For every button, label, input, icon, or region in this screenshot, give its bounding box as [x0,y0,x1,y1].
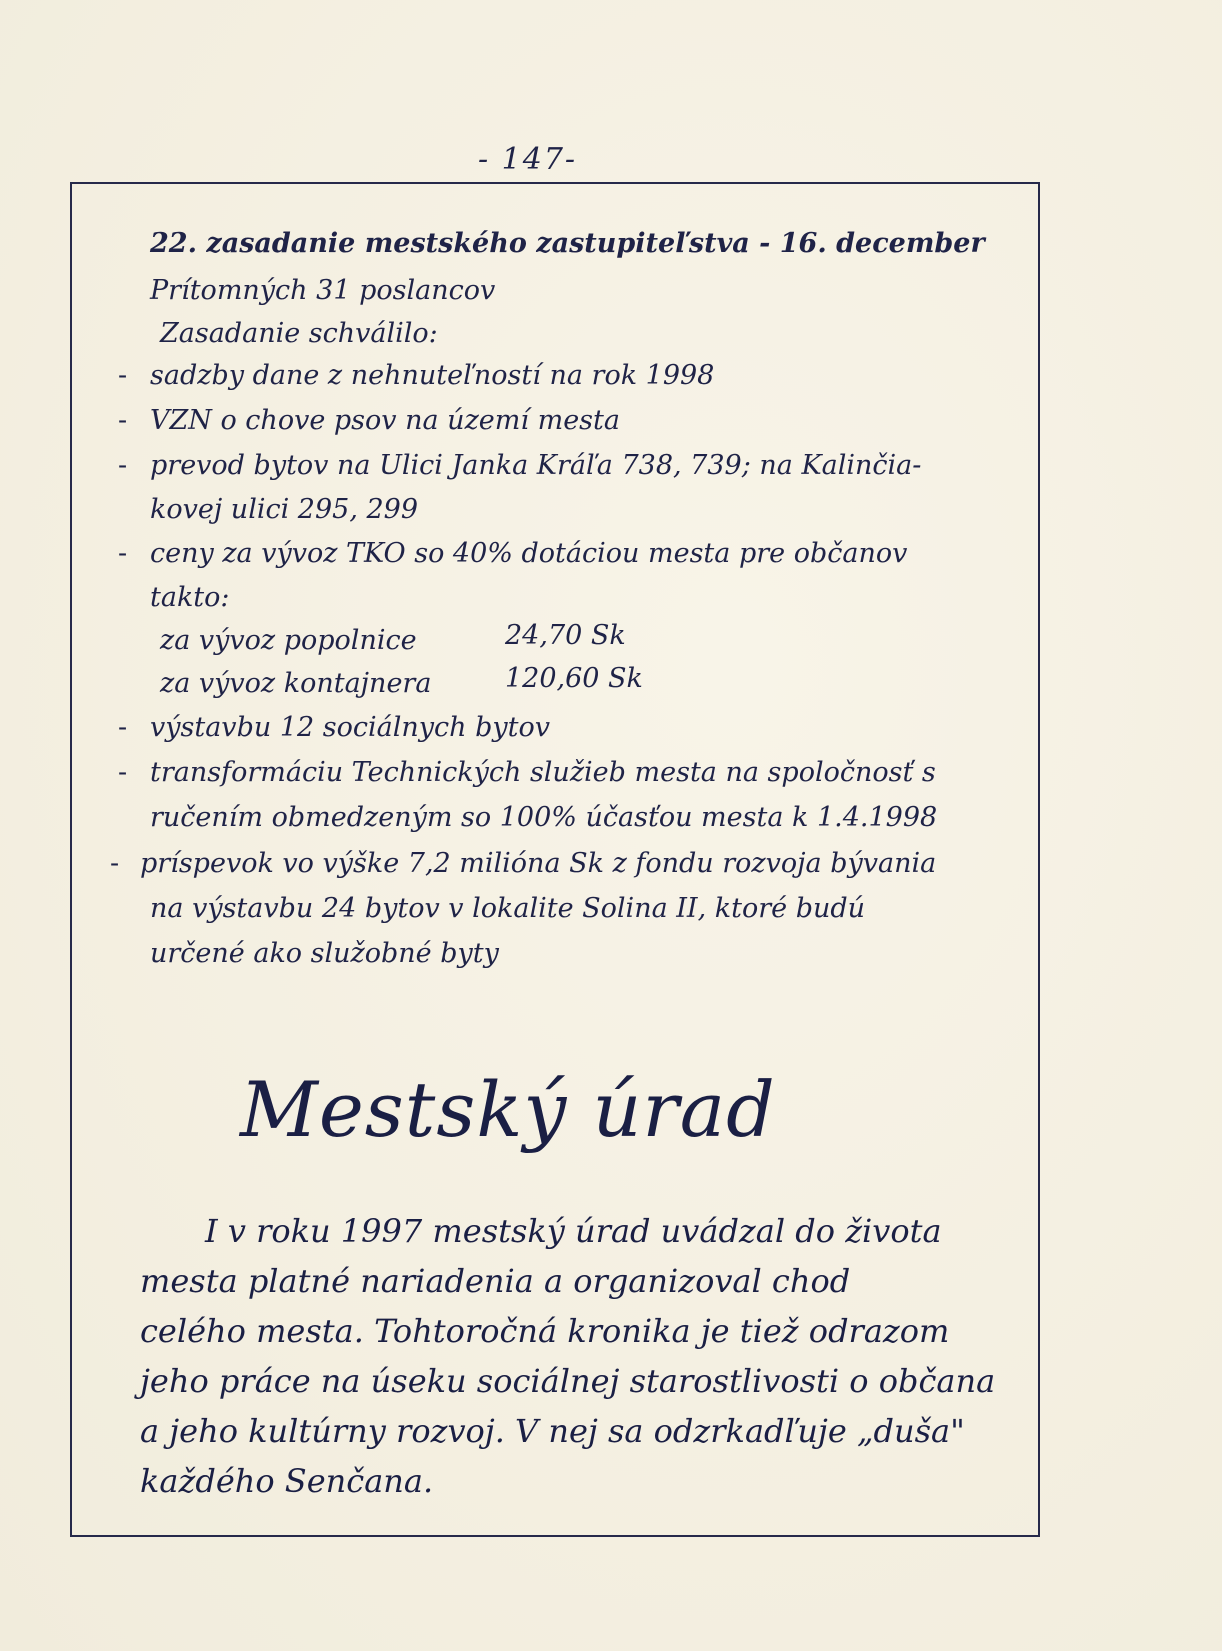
attendance-line: Prítomných 31 poslancov [150,275,496,306]
item-contribution-cont: na výstavbu 24 bytov v lokalite Solina II, ktoré budú [150,893,866,924]
price-label-bin: za vývoz popolnice [160,625,417,656]
item-flat-transfer-cont: kovej ulici 295, 299 [150,494,419,525]
paragraph-line: jeho práce na úseku sociálnej starostlivosti o občana [140,1362,996,1400]
page-number: - 147- [478,142,578,177]
item-dash: - [118,360,128,391]
item-dash: - [118,450,128,481]
minutes-title: 22. zasadanie mestského zastupiteľstva - 16. december [150,228,985,259]
section-heading: Mestský úrad [240,1065,776,1154]
item-dash: - [118,757,128,788]
item-social-flats: výstavbu 12 sociálnych bytov [150,712,550,743]
item-dog-regulation: VZN o chove psov na území mesta [150,405,620,436]
item-property-tax: sadzby dane z nehnuteľností na rok 1998 [150,360,715,391]
item-waste-prices-cont: takto: [150,582,230,613]
paragraph-line: celého mesta. Tohtoročná kronika je tiež odrazom [140,1312,950,1350]
item-transformation-cont: ručením obmedzeným so 100% účasťou mesta k 1.4.1998 [150,802,938,833]
item-transformation: transformáciu Technických služieb mesta na spoločnosť s [150,757,936,788]
approved-intro: Zasadanie schválilo: [160,318,438,349]
item-contribution: príspevok vo výške 7,2 milióna Sk z fondu rozvoja bývania [140,848,937,879]
paragraph-line: každého Senčana. [140,1462,434,1500]
item-dash: - [118,538,128,569]
paragraph-line: I v roku 1997 mestský úrad uvádzal do života [205,1212,942,1250]
price-label-container: za vývoz kontajnera [160,668,432,699]
item-waste-prices: ceny za vývoz TKO so 40% dotáciou mesta pre občanov [150,538,908,569]
price-value-container: 120,60 Sk [505,663,643,694]
item-dash: - [118,712,128,743]
paragraph-line: mesta platné nariadenia a organizoval chod [140,1262,851,1300]
paragraph-line: a jeho kultúrny rozvoj. V nej sa odzrkadľuje „duša" [140,1412,965,1450]
item-flat-transfer: prevod bytov na Ulici Janka Kráľa 738, 739; na Kalinčia- [150,450,922,481]
item-contribution-end: určené ako služobné byty [150,938,499,969]
price-value-bin: 24,70 Sk [505,620,626,651]
item-dash: - [110,848,120,879]
item-dash: - [118,405,128,436]
